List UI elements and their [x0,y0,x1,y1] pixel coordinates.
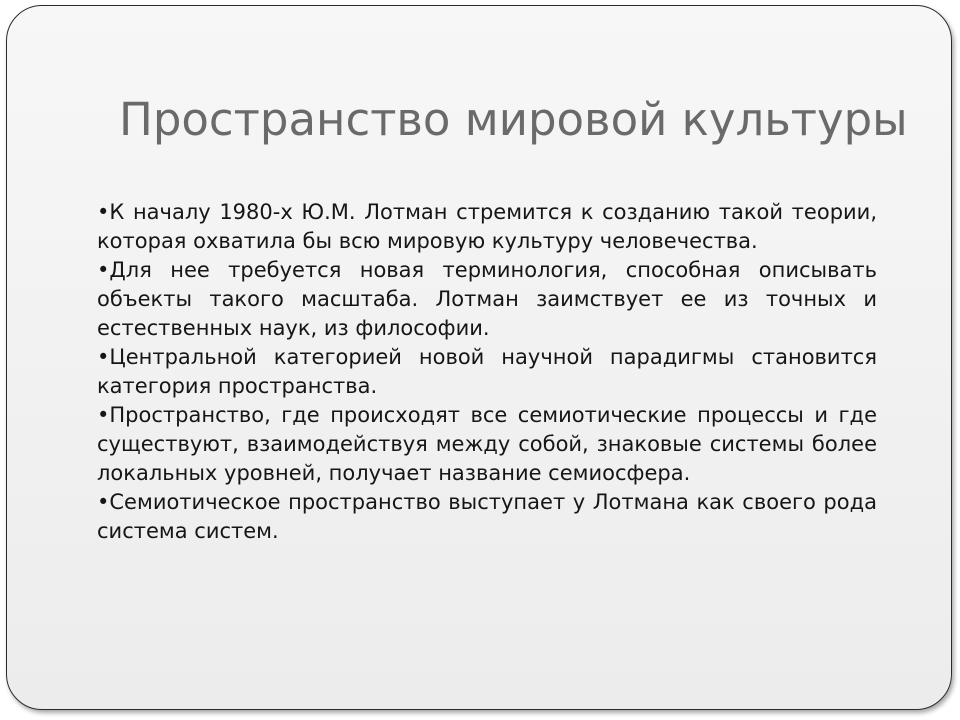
bullet-text: Пространство, где происходят все семиотические процессы и где существуют, взаимодействуя между собой, знаковые системы более локальных уровней, получает название семиосфера. [97,403,877,485]
bullet-text: К началу 1980-х Ю.М. Лотман стремится к созданию такой теории, которая охватила бы всю мировую культуру человечества. [97,200,877,253]
bullet-item [97,343,877,401]
bullet-text: Семиотическое пространство выступает у Лотмана как своего рода система систем. [97,490,877,543]
bullet-list [97,198,877,546]
bullet-marker: • [97,200,110,224]
bullet-marker: • [97,345,110,369]
bullet-marker: • [97,403,110,427]
bullet-marker: • [97,258,110,282]
slide-title: Пространство мировой культуры [119,93,908,146]
slide-frame [6,5,952,710]
bullet-item [97,256,877,343]
bullet-item [97,198,877,256]
bullet-text: Центральной категорией новой научной парадигмы становится категория пространства. [97,345,877,398]
bullet-text: Для нее требуется новая терминология, способная описывать объекты такого масштаба. Лотман заимствует ее из точных и естественных наук, из философии. [97,258,877,340]
bullet-item [97,401,877,488]
bullet-item [97,488,877,546]
bullet-marker: • [97,490,110,514]
